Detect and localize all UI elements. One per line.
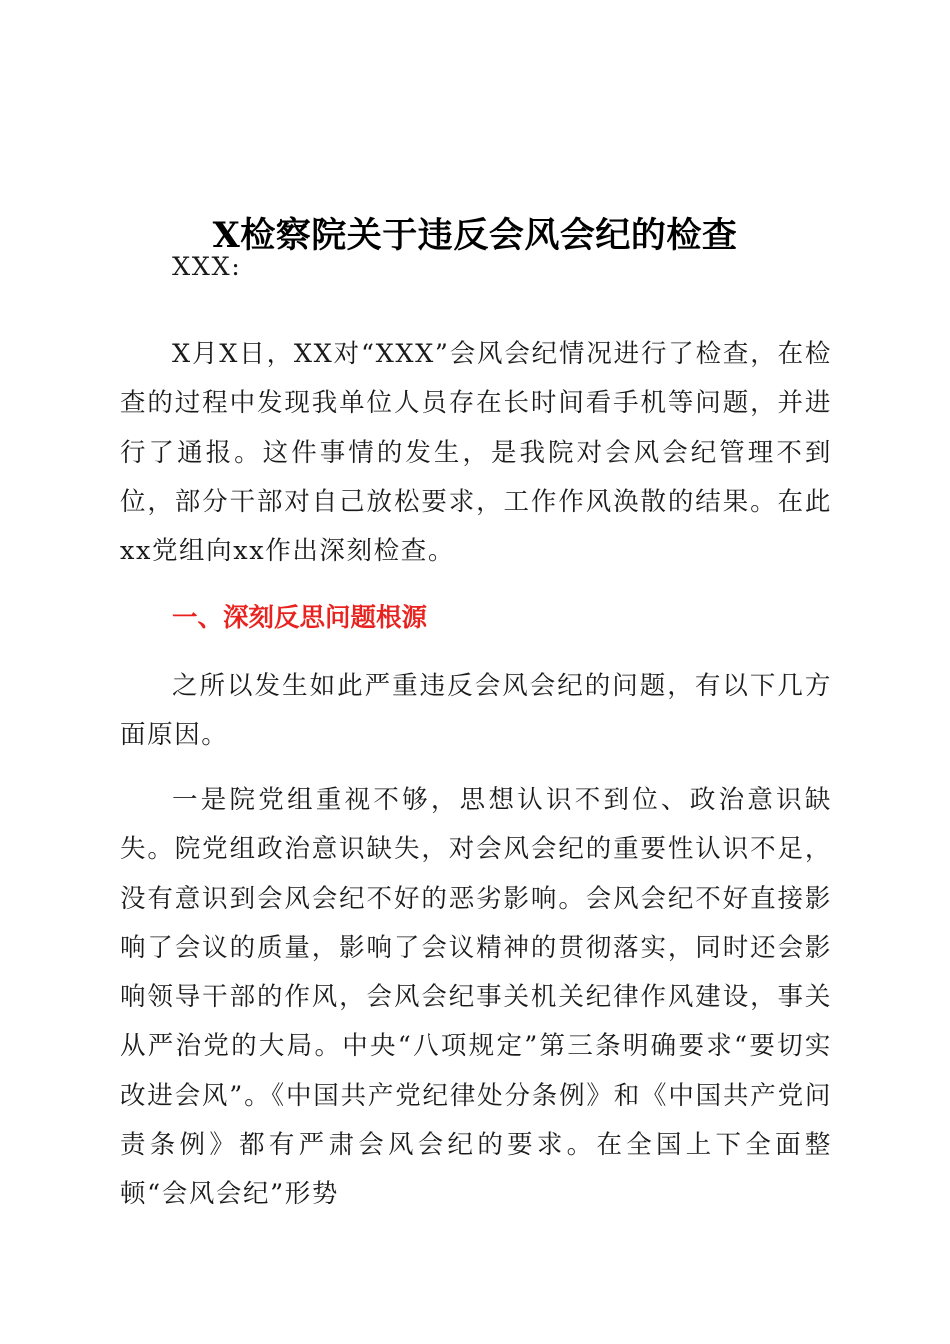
paragraph-1: X月X日，XX对“XXX”会风会纪情况进行了检查，在检查的过程中发现我单位人员存在长时间看手机等问题，并进行了通报。这件事情的发生，是我院对会风会纪管理不到位，部分干部对自己放松要求，工作作风涣散的结果。在此xx党组向xx作出深刻检查。 [120, 339, 832, 567]
document-title: X检察院关于违反会风会纪的检查 [212, 215, 738, 257]
salutation: XXX: [172, 252, 242, 282]
section-heading-1: 一、深刻反思问题根源 [172, 603, 428, 633]
paragraph-3: 一是院党组重视不够，思想认识不到位、政治意识缺失。院党组政治意识缺失，对会风会纪的重要性认识不足，没有意识到会风会纪不好的恶劣影响。会风会纪不好直接影响了会议的质量，影响了会议精神的贯彻落实，同时还会影响领导干部的作风，会风会纪事关机关纪律作风建设，事关从严治党的大局。中央“八项规定”第三条明确要求“要切实改进会风”。《中国共产党纪律处分条例》和《中国共产党问责条例》都有严肃会风会纪的要求。在全国上下全面整顿“会风会纪”形势 [120, 785, 832, 1210]
paragraph-2: 之所以发生如此严重违反会风会纪的问题，有以下几方面原因。 [120, 671, 832, 751]
